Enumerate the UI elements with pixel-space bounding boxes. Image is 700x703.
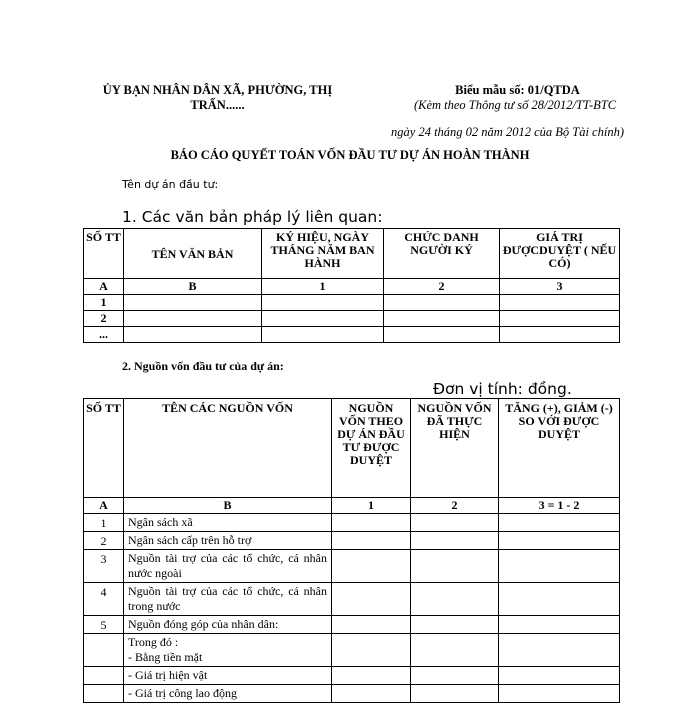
source-name: Nguồn tài trợ của các tổ chức, cá nhân nước ngoài xyxy=(124,550,332,583)
row-number: 2 xyxy=(84,532,124,550)
col-letter: 1 xyxy=(262,279,384,295)
empty-cell xyxy=(332,583,411,616)
col-header-approved-value: GIÁ TRỊ ĐƯỢCDUYỆT ( NẾU CÓ) xyxy=(500,229,620,279)
table-row xyxy=(84,311,620,327)
col-header-approved-capital: NGUỒN VỐN THEO DỰ ÁN ĐẦU TƯ ĐƯỢC DUYỆT xyxy=(332,399,411,498)
empty-cell xyxy=(499,634,620,667)
empty-cell xyxy=(411,583,499,616)
col-header-issue-info: KÝ HIỆU, NGÀY THÁNG NĂM BAN HÀNH xyxy=(262,229,384,279)
empty-cell xyxy=(500,295,620,311)
empty-cell xyxy=(332,532,411,550)
empty-cell xyxy=(500,327,620,343)
column-letter-row xyxy=(84,498,620,514)
empty-cell xyxy=(332,667,411,685)
empty-cell xyxy=(384,327,500,343)
empty-cell xyxy=(411,616,499,634)
empty-cell xyxy=(332,550,411,583)
row-number: 3 xyxy=(84,550,124,583)
empty-cell xyxy=(499,667,620,685)
col-letter: A xyxy=(84,279,124,295)
empty-cell xyxy=(262,327,384,343)
table-row xyxy=(84,667,620,685)
empty-cell xyxy=(332,634,411,667)
empty-cell xyxy=(384,295,500,311)
empty-cell xyxy=(84,667,124,685)
org-name: ỦY BẠN NHÂN DÂN XÃ, PHƯỜNG, THỊ TRẤN...... xyxy=(102,83,333,112)
subitem-in-kind: - Giá trị hiện vật xyxy=(124,667,332,685)
source-name: Ngân sách xã xyxy=(124,514,332,532)
row-number: 4 xyxy=(84,583,124,616)
empty-cell xyxy=(499,532,620,550)
col-letter: B xyxy=(124,498,332,514)
table-row xyxy=(84,295,620,311)
col-letter: 3 xyxy=(500,279,620,295)
empty-cell xyxy=(411,550,499,583)
empty-cell xyxy=(124,311,262,327)
row-number: 5 xyxy=(84,616,124,634)
row-number: ... xyxy=(84,327,124,343)
empty-cell xyxy=(499,583,620,616)
table-row xyxy=(84,550,620,583)
empty-cell xyxy=(124,327,262,343)
col-letter: 2 xyxy=(384,279,500,295)
empty-cell xyxy=(499,514,620,532)
subitem-labor: - Giá trị công lao động xyxy=(124,685,332,703)
subitem-cash: - Bằng tiền mặt xyxy=(128,650,203,664)
empty-cell xyxy=(411,514,499,532)
empty-cell xyxy=(500,311,620,327)
table-header-row xyxy=(84,399,620,498)
empty-cell xyxy=(332,616,411,634)
table-row xyxy=(84,583,620,616)
form-number: Biểu mẫu số: 01/QTDA xyxy=(455,83,580,97)
table-row xyxy=(84,634,620,667)
col-letter: 3 = 1 - 2 xyxy=(499,498,620,514)
col-letter: 2 xyxy=(411,498,499,514)
form-reference-line1: (Kèm theo Thông tư số 28/2012/TT-BTC xyxy=(413,98,617,112)
empty-cell xyxy=(411,667,499,685)
row-number: 1 xyxy=(84,295,124,311)
source-name: Ngân sách cấp trên hỗ trợ xyxy=(124,532,332,550)
row-number: 1 xyxy=(84,514,124,532)
col-header-source-name: TÊN CÁC NGUỒN VỐN xyxy=(124,399,332,498)
empty-cell xyxy=(84,634,124,667)
empty-cell xyxy=(262,295,384,311)
empty-cell xyxy=(384,311,500,327)
col-header-no: SỐ TT xyxy=(84,229,124,279)
empty-cell xyxy=(124,295,262,311)
col-letter: B xyxy=(124,279,262,295)
col-letter: A xyxy=(84,498,124,514)
col-header-doc-name: TÊN VĂN BẢN xyxy=(124,229,262,279)
col-header-difference: TĂNG (+), GIẢM (-) SO VỚI ĐƯỢC DUYỆT xyxy=(499,399,620,498)
table-row xyxy=(84,616,620,634)
source-name: Nguồn đóng góp của nhân dân: xyxy=(124,616,332,634)
empty-cell xyxy=(411,634,499,667)
col-header-signer: CHỨC DANH NGƯỜI KÝ xyxy=(384,229,500,279)
empty-cell xyxy=(262,311,384,327)
legal-documents-table xyxy=(83,228,620,343)
empty-cell xyxy=(332,514,411,532)
col-header-no: SỐ TT xyxy=(84,399,124,498)
subitem-label: Trong đó : xyxy=(128,635,179,649)
column-letter-row xyxy=(84,279,620,295)
section1-heading: 1. Các văn bản pháp lý liên quan: xyxy=(122,208,383,226)
row-number: 2 xyxy=(84,311,124,327)
project-name-label: Tên dự án đầu tư: xyxy=(122,178,219,191)
form-reference-line2: ngày 24 tháng 02 năm 2012 của Bộ Tài chính) xyxy=(391,125,624,139)
report-title: BÁO CÁO QUYẾT TOÁN VỐN ĐẦU TƯ DỰ ÁN HOÀN THÀNH xyxy=(170,148,530,162)
col-letter: 1 xyxy=(332,498,411,514)
table-row xyxy=(84,532,620,550)
source-name: Nguồn tài trợ của các tổ chức, cá nhân trong nước xyxy=(124,583,332,616)
table-row xyxy=(84,327,620,343)
source-subitem xyxy=(124,634,332,667)
table-header-row xyxy=(84,229,620,279)
funding-sources-table xyxy=(83,398,620,703)
currency-unit: Đơn vị tính: đồng. xyxy=(433,380,572,398)
table-row xyxy=(84,514,620,532)
empty-cell xyxy=(499,550,620,583)
empty-cell xyxy=(499,616,620,634)
col-header-realized-capital: NGUỒN VỐN ĐÃ THỰC HIỆN xyxy=(411,399,499,498)
empty-cell xyxy=(411,532,499,550)
section2-heading: 2. Nguồn vốn đầu tư của dự án: xyxy=(122,359,284,373)
